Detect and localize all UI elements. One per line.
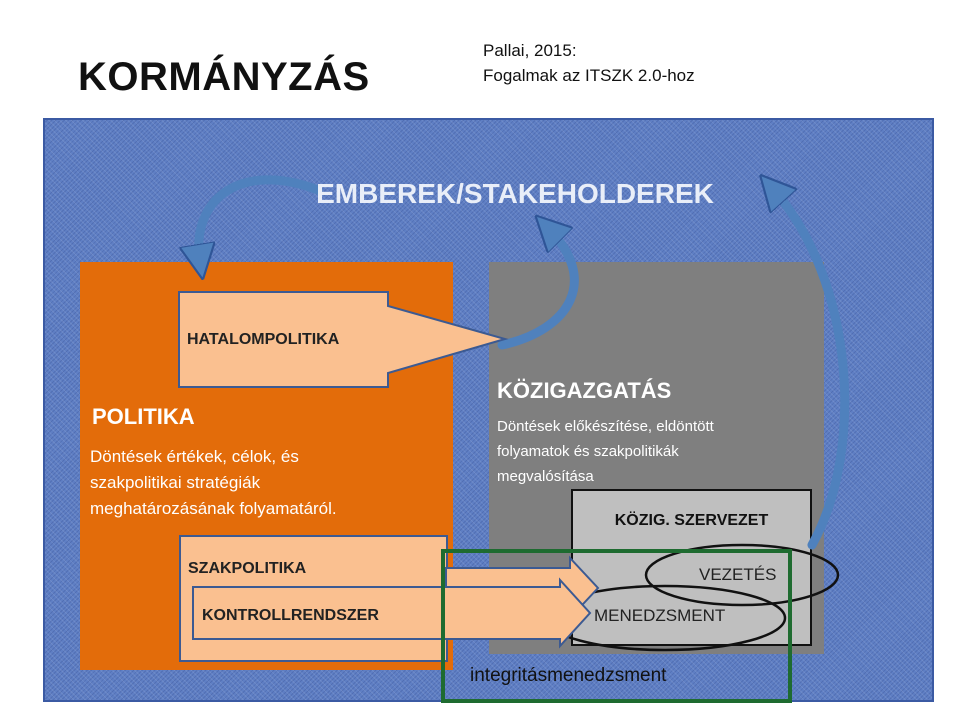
- szakpolitika-label: SZAKPOLITIKA: [188, 560, 307, 577]
- politika-line-3: meghatározásának folyamatáról.: [90, 499, 337, 518]
- stakeholders-label: EMBEREK/STAKEHOLDEREK: [316, 178, 714, 209]
- curved-arrow-middle: [502, 228, 574, 345]
- curved-arrow-right: [772, 188, 845, 545]
- politika-heading: POLITIKA: [92, 404, 195, 429]
- kozigazgatas-line-3: megvalósítása: [497, 468, 594, 485]
- politika-line-2: szakpolitikai stratégiák: [90, 473, 261, 492]
- hatalompolitika-label: HATALOMPOLITIKA: [187, 331, 340, 348]
- integritasmenedzsment-label: integritásmenedzsment: [470, 665, 667, 686]
- source-line-1: Pallai, 2015:: [483, 41, 577, 60]
- vezetes-label: VEZETÉS: [699, 565, 777, 584]
- kozigazgatas-line-2: folyamatok és szakpolitikák: [497, 443, 679, 460]
- source-line-2: Fogalmak az ITSZK 2.0-hoz: [483, 66, 695, 85]
- kozig-szervezet-label: KÖZIG. SZERVEZET: [614, 512, 769, 529]
- kozigazgatas-heading: KÖZIGAZGATÁS: [497, 378, 672, 403]
- page-title: KORMÁNYZÁS: [78, 55, 370, 99]
- politika-line-1: Döntések értékek, célok, és: [90, 447, 299, 466]
- menedzsment-label: MENEDZSMENT: [594, 606, 726, 625]
- kozigazgatas-line-1: Döntések előkészítése, eldöntött: [497, 418, 714, 435]
- kontrollrendszer-label: KONTROLLRENDSZER: [202, 607, 379, 624]
